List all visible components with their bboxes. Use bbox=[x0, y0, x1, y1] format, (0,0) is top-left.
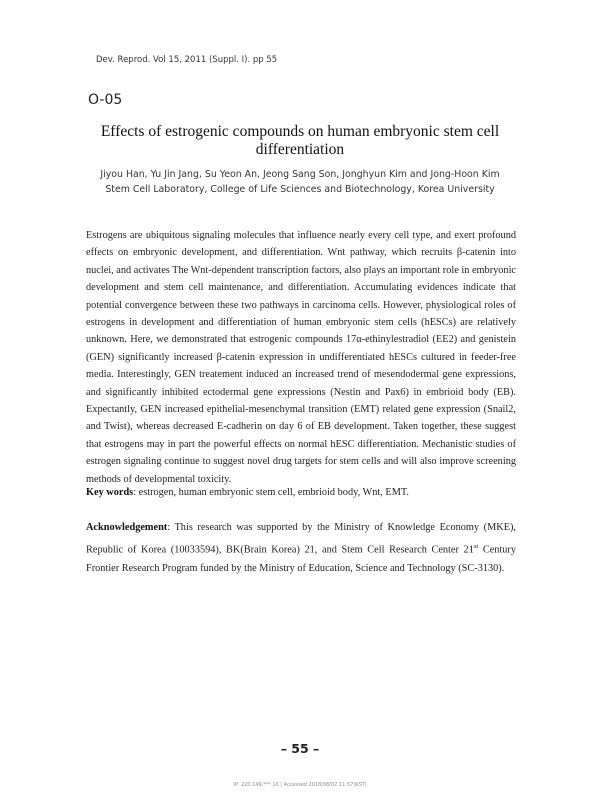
acknowledgement-text-before: : This research was supported by the Ministry of Knowledge Economy (MKE), Republic of Korea (10033594), BK(Brain Korea) 21, and Stem Cell Research Center 21 bbox=[86, 522, 516, 556]
acknowledgement-label: Acknowledgement bbox=[86, 522, 168, 533]
affiliation: Stem Cell Laboratory, College of Life Sciences and Biotechnology, Korea University bbox=[105, 184, 495, 195]
acknowledgement-text-after: Century Frontier Research Program funded by the Ministry of Education, Science and Technology (SC-3130). bbox=[86, 544, 516, 575]
paper-title: Effects of estrogenic compounds on human embryonic stem cell differentiation bbox=[100, 123, 500, 158]
keywords-text: : estrogen, human embryonic stem cell, embrioid body, Wnt, EMT. bbox=[133, 487, 409, 498]
journal-citation: Dev. Reprod. Vol 15, 2011 (Suppl. I). pp 55 bbox=[96, 55, 278, 65]
page-number: – 55 – bbox=[280, 741, 320, 756]
abstract-body: Estrogens are ubiquitous signaling molecules that influence nearly every cell type, and exert profound effects on embryonic development, and differentiation. Wnt pathway, which recruits β-catenin into nuclei, and activates The Wnt-dependent transcription factors, also plays an important role in embryonic development and stem cell maintenance, and differentiation. Accumulating evidences indicate that potential convergence between these two pathways in carcinoma cells. However, physiological roles of estrogens in development and differentiation of human embryonic stem cells (hESCs) are relatively unknown. Here, we demonstrated that estrogenic compounds 17α-ethinylestradiol (EE2) and genistein (GEN) significantly increased β-catenin expression in undifferentiated hESCs cultured in feeder-free media. Interestingly, GEN treatement induced an increased trend of mesendodermal gene expressions, and significantly inhibited ectodermal gene expressions (Nestin and Pax6) in embrioid body (EB). Expectantly, GEN increased epithelial-mesenchymal transition (EMT) related gene expression (Snail2, and Twist), whereas decreased E-cadherin on day 6 of EB development. Taken together, these suggest that estrogens may in part the powerful effects on normal hESC differentiation. Mechanistic studies of estrogen signaling continue to suggest novel drug targets for stem cells and will also improve screening methods of developmental toxicity. bbox=[86, 230, 516, 485]
keywords bbox=[86, 487, 516, 498]
author-list: Jiyou Han, Yu Jin Jang, Su Yeon An, Jeong Sang Son, Jonghyun Kim and Jong-Hoon Kim bbox=[100, 169, 500, 180]
abstract-code: O-05 bbox=[88, 92, 123, 108]
keywords-label: Key words bbox=[86, 487, 134, 498]
acknowledgement-superscript: st bbox=[473, 543, 479, 550]
access-footer: IP: 220.149.***.10 | Accessed 2018/08/02 11:57(KST) bbox=[233, 782, 367, 788]
acknowledgement bbox=[86, 518, 516, 578]
